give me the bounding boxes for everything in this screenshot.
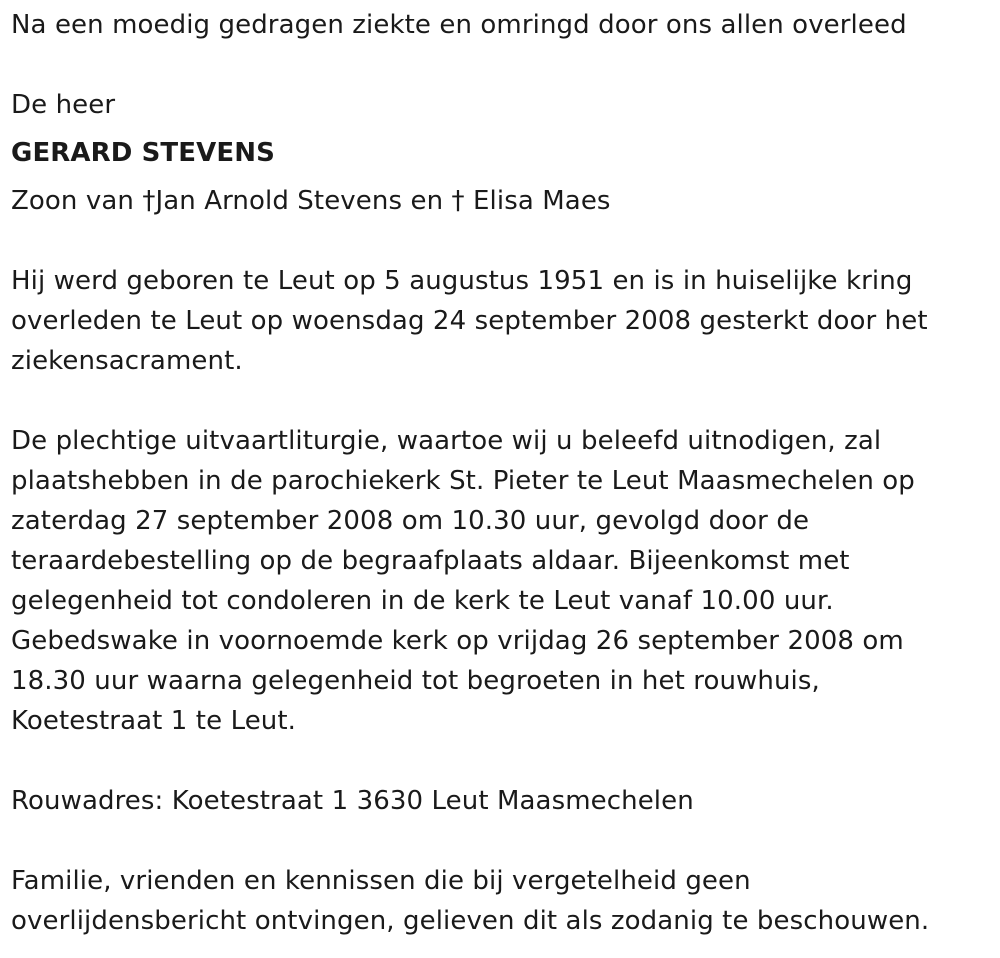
paragraph-line: Gebedswake in voornoemde kerk op vrijdag 26 september 2008 om [11, 626, 904, 656]
mourning-address: Rouwadres: Koetestraat 1 3630 Leut Maasmechelen [11, 786, 694, 816]
mother-name: Elisa Maes [473, 186, 611, 216]
intro-text: Na een moedig gedragen ziekte en omringd door ons allen overleed [11, 10, 907, 40]
paragraph-line: overlijdensbericht ontvingen, gelieven dit als zodanig te beschouwen. [11, 906, 930, 936]
paragraph-line: Koetestraat 1 te Leut. [11, 706, 297, 736]
paragraph-line: Hij werd geboren te Leut op 5 augustus 1951 en is in huiselijke kring [11, 266, 913, 296]
paragraph-line: 18.30 uur waarna gelegenheid tot begroeten in het rouwhuis, [11, 666, 820, 696]
parents-conjunction: en [410, 186, 444, 216]
paragraph-line: zaterdag 27 september 2008 om 10.30 uur, gevolgd door de [11, 506, 810, 536]
paragraph-line: overleden te Leut op woensdag 24 september 2008 gesterkt door het [11, 306, 928, 336]
paragraph-line: teraardebestelling op de begraafplaats aldaar. Bijeenkomst met [11, 546, 850, 576]
paragraph-line: De plechtige uitvaartliturgie, waartoe wij u beleefd uitnodigen, zal [11, 426, 882, 456]
paragraph-line: Familie, vrienden en kennissen die bij vergetelheid geen [11, 866, 751, 896]
parents-prefix: Zoon van [11, 186, 134, 216]
cross-icon: † [142, 186, 156, 216]
paragraph-line: ziekensacrament. [11, 346, 243, 376]
parents-line [11, 181, 611, 221]
father-name: Jan Arnold Stevens [155, 186, 403, 216]
deceased-name: GERARD STEVENS [11, 138, 275, 168]
paragraph-line: gelegenheid tot condoleren in de kerk te Leut vanaf 10.00 uur. [11, 586, 834, 616]
salutation: De heer [11, 90, 116, 120]
cross-icon: † [451, 186, 465, 216]
paragraph-line: plaatshebben in de parochiekerk St. Pieter te Leut Maasmechelen op [11, 466, 915, 496]
